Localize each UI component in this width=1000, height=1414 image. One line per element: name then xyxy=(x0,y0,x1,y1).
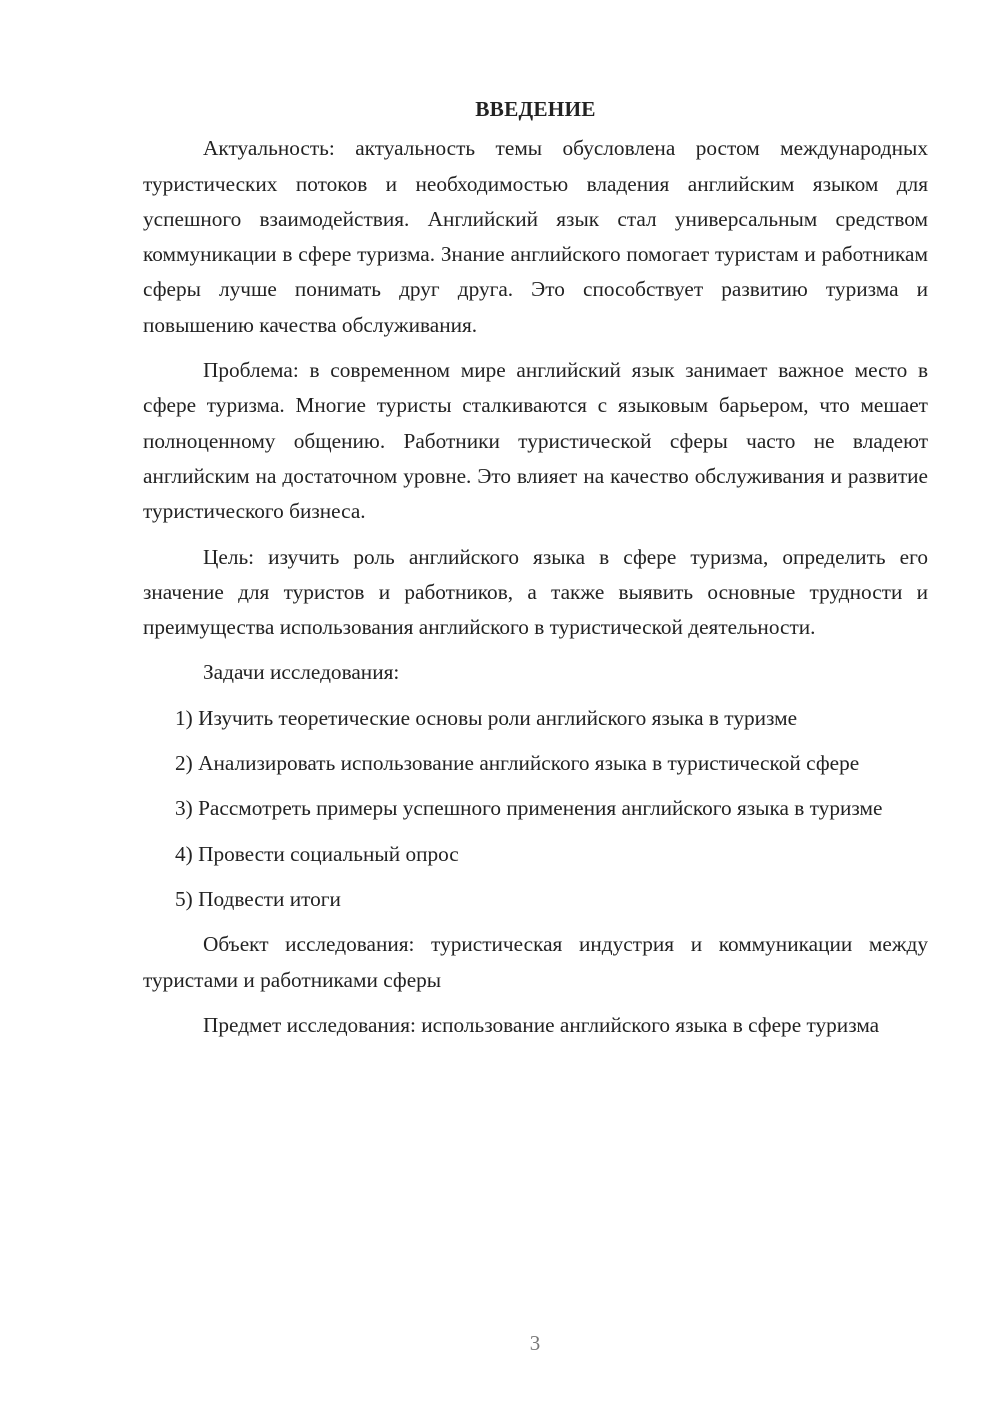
task-item-1: 1) Изучить теоретические основы роли английского языка в туризме xyxy=(175,705,798,730)
task-item-4: 4) Провести социальный опрос xyxy=(175,841,459,866)
task-item-5: 5) Подвести итоги xyxy=(175,886,341,911)
research-subject-paragraph: Предмет исследования: использование английского языка в сфере туризма xyxy=(203,1012,880,1037)
document-body xyxy=(143,92,928,1053)
research-object-paragraph: Объект исследования: туристическая индустрия и коммуникации между туристами и работниками сферы xyxy=(143,932,928,992)
tasks-title: Задачи исследования: xyxy=(203,660,400,685)
page-number: 3 xyxy=(529,1331,541,1355)
task-item-3: 3) Рассмотреть примеры успешного применения английского языка в туризме xyxy=(175,796,883,821)
task-item-2: 2) Анализировать использование английского языка в туристической сфере xyxy=(175,751,860,776)
section-heading: ВВЕДЕНИЕ xyxy=(475,97,596,121)
problem-paragraph: Проблема: в современном мире английский язык занимает важное место в сфере туризма. Многие туристы сталкиваются с языковым барьером, что мешает полноценному общению. Работники туристической сферы часто не владеют английским на достаточном уровне. Это влияет на качество обслуживания и развитие туристического бизнеса. xyxy=(143,358,928,524)
relevance-paragraph: Актуальность: актуальность темы обусловлена ростом международных туристических потоков и необходимостью владения английским языком для успешного взаимодействия. Английский язык стал универсальным средством коммуникации в сфере туризма. Знание английского помогает туристам и работникам сферы лучше понимать друг друга. Это способствует развитию туризма и повышению качества обслуживания. xyxy=(143,136,928,337)
goal-paragraph: Цель: изучить роль английского языка в сфере туризма, определить его значение для туристов и работников, а также выявить основные трудности и преимущества использования английского в туристической деятельности. xyxy=(143,544,928,640)
